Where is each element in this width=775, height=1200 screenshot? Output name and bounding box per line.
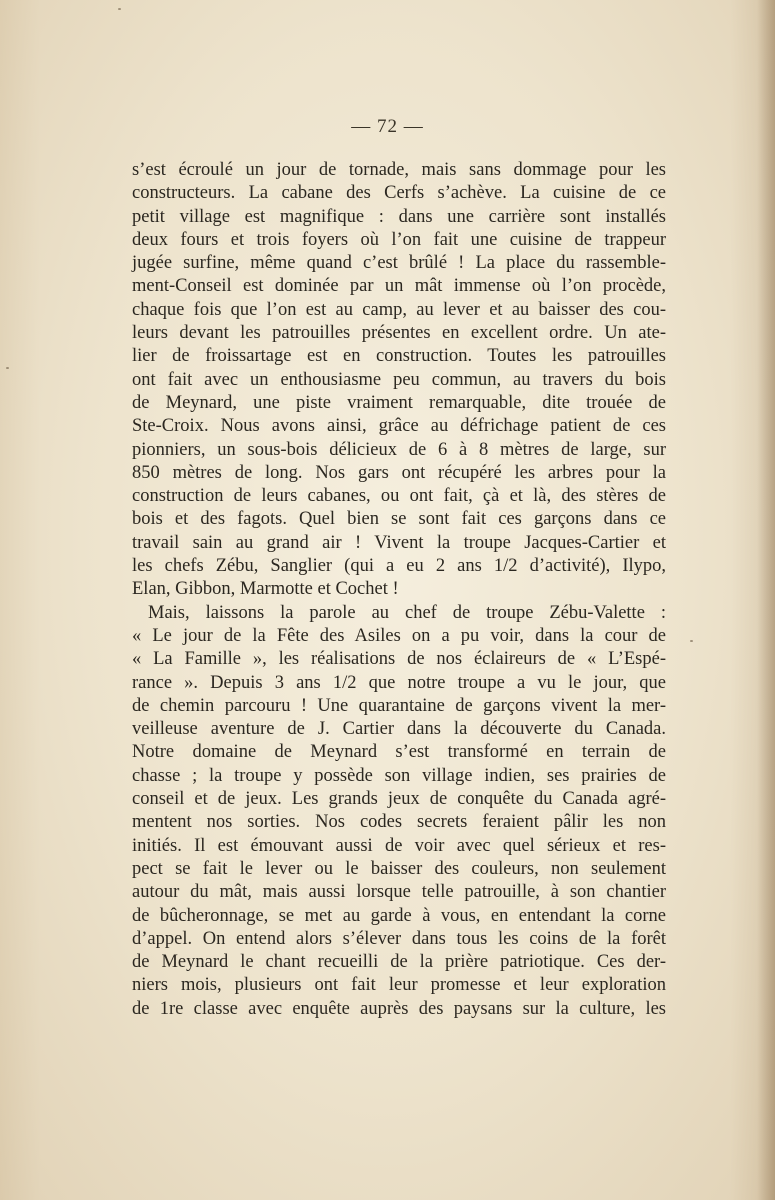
text-line: s’est écroulé un jour de tornade, mais sans dommage pour les xyxy=(132,160,666,180)
text-line: bois et des fagots. Quel bien se sont fait ces garçons dans ce xyxy=(132,509,666,530)
text-line: pionniers, un sous-bois délicieux de 6 à 8 mètres de large, sur xyxy=(132,439,666,460)
text-line: « Le jour de la Fête des Asiles on a pu voir, dans la cour de xyxy=(132,625,666,646)
paper-speck xyxy=(690,640,693,642)
text-line: jugée surfine, même quand c’est brûlé ! La place du rassemble- xyxy=(132,253,666,274)
text-line: ment-Conseil est dominée par un mât immense où l’on procède, xyxy=(132,276,666,297)
text-line: autour du mât, mais aussi lorsque telle patrouille, à son chantier xyxy=(132,882,666,903)
text-line: petit village est magnifique : dans une carrière sont installés xyxy=(132,206,666,227)
page-number: — 72 — xyxy=(351,116,424,137)
text-line: niers mois, plusieurs ont fait leur promesse et leur exploration xyxy=(132,975,666,996)
paragraph-start-line: Mais, laissons la parole au chef de troupe Zébu-Valette : xyxy=(148,602,666,623)
text-line: Ste-Croix. Nous avons ainsi, grâce au défrichage patient de ces xyxy=(132,416,666,437)
text-line: chaque fois que l’on est au camp, au lever et au baisser des cou- xyxy=(132,299,666,320)
text-line: « La Famille », les réalisations de nos éclaireurs de « L’Espé- xyxy=(132,649,666,670)
paper-speck xyxy=(118,8,121,10)
text-line: chasse ; la troupe y possède son village indien, ses prairies de xyxy=(132,765,666,786)
text-line: construction de leurs cabanes, ou ont fait, çà et là, des stères de xyxy=(132,486,666,507)
text-line: lier de froissartage est en construction. Toutes les patrouilles xyxy=(132,346,666,367)
text-line: initiés. Il est émouvant aussi de voir avec quel sérieux et res- xyxy=(132,835,666,856)
paragraph-end-line: Elan, Gibbon, Marmotte et Cochet ! xyxy=(132,579,399,600)
text-line: pect se fait le lever ou le baisser des couleurs, non seulement xyxy=(132,858,666,879)
text-line: Notre domaine de Meynard s’est transformé en terrain de xyxy=(132,742,666,763)
text-line: de chemin parcouru ! Une quarantaine de garçons vivent la mer- xyxy=(132,695,666,716)
text-line: les chefs Zébu, Sanglier (qui a eu 2 ans 1/2 d’activité), Ilypo, xyxy=(132,556,666,577)
text-line: ont fait avec un enthousiasme peu commun, au travers du bois xyxy=(132,369,666,390)
body-text xyxy=(132,159,666,1021)
text-line: de Meynard, une piste vraiment remarquable, dite trouée de xyxy=(132,392,666,413)
text-line: rance ». Depuis 3 ans 1/2 que notre troupe a vu le jour, que xyxy=(132,672,666,693)
paper-speck xyxy=(6,367,9,369)
text-line: leurs devant les patrouilles présentes en excellent ordre. Un ate- xyxy=(132,323,666,344)
text-line: de Meynard le chant recueilli de la prière patriotique. Ces der- xyxy=(132,952,666,973)
text-line: mentent nos sorties. Nos codes secrets feraient pâlir les non xyxy=(132,812,666,833)
text-line: de 1re classe avec enquête auprès des paysans sur la culture, les xyxy=(132,998,666,1019)
text-line: travail sain au grand air ! Vivent la troupe Jacques-Cartier et xyxy=(132,532,666,553)
page-edge-stain xyxy=(757,0,775,1200)
text-line: conseil et de jeux. Les grands jeux de conquête du Canada agré- xyxy=(132,789,666,810)
text-line: deux fours et trois foyers où l’on fait une cuisine de trappeur xyxy=(132,229,666,250)
text-line: 850 mètres de long. Nos gars ont récupéré les arbres pour la xyxy=(132,462,666,483)
text-line: veilleuse aventure de J. Cartier dans la découverte du Canada. xyxy=(132,719,666,740)
text-line: constructeurs. La cabane des Cerfs s’achève. La cuisine de ce xyxy=(132,183,666,204)
text-line: de bûcheronnage, se met au garde à vous, en entendant la corne xyxy=(132,905,666,926)
text-line: d’appel. On entend alors s’élever dans tous les coins de la forêt xyxy=(132,928,666,949)
